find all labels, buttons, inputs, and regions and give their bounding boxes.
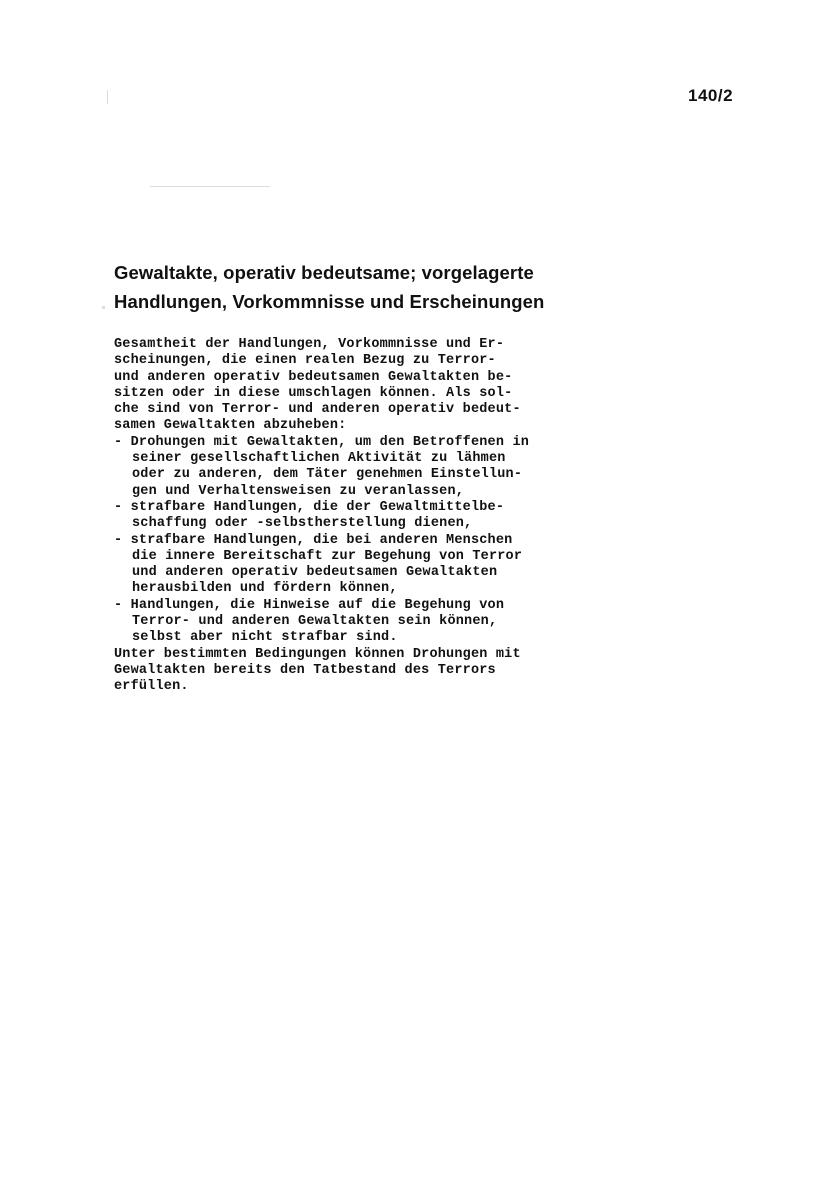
list-item-line: selbst aber nicht strafbar sind. bbox=[132, 630, 398, 646]
intro-line: Gesamtheit der Handlungen, Vorkommnisse und Er- bbox=[114, 337, 505, 352]
list-item bbox=[114, 500, 754, 533]
scan-speck bbox=[150, 186, 270, 187]
list-item-line: gen und Verhaltensweisen zu veranlassen, bbox=[132, 483, 465, 499]
list-item-line: - Handlungen, die Hinweise auf die Begehung von bbox=[114, 597, 505, 613]
list-item-line: seiner gesellschaftlichen Aktivität zu lähmen bbox=[132, 451, 506, 467]
document-heading bbox=[114, 258, 734, 316]
closing-line: Gewaltakten bereits den Tatbestand des Terrors bbox=[114, 662, 496, 678]
closing-line: erfüllen. bbox=[114, 679, 189, 695]
list-item-line: Terror- und anderen Gewaltakten sein können, bbox=[132, 614, 498, 630]
list-item bbox=[114, 435, 754, 500]
list-item-line: und anderen operativ bedeutsamen Gewaltakten bbox=[132, 565, 498, 581]
closing-line: Unter bestimmten Bedingungen können Drohungen mit bbox=[114, 646, 521, 662]
intro-line: und anderen operativ bedeutsamen Gewaltakten be- bbox=[114, 369, 513, 385]
intro-line: scheinungen, die einen realen Bezug zu Terror- bbox=[114, 353, 496, 369]
list-item-line: schaffung oder -selbstherstellung dienen, bbox=[132, 516, 473, 532]
intro-line: che sind von Terror- und anderen operativ bedeut- bbox=[114, 402, 521, 418]
scan-speck bbox=[102, 306, 105, 309]
list-item-line: oder zu anderen, dem Täter genehmen Einstellun- bbox=[132, 467, 523, 483]
list-item-line: herausbilden und fördern können, bbox=[132, 581, 398, 597]
scan-speck bbox=[107, 90, 108, 104]
heading-line-2: Handlungen, Vorkommnisse und Erscheinungen bbox=[114, 291, 545, 312]
intro-line: sitzen oder in diese umschlagen können. Als sol- bbox=[114, 385, 513, 401]
list-item bbox=[114, 598, 754, 647]
heading-line-1: Gewaltakte, operativ bedeutsame; vorgelagerte bbox=[114, 262, 534, 283]
list-item-line: - strafbare Handlungen, die bei anderen Menschen bbox=[114, 532, 513, 548]
page-number: 140/2 bbox=[688, 86, 734, 105]
intro-line: samen Gewaltakten abzuheben: bbox=[114, 418, 347, 434]
list-item bbox=[114, 533, 754, 598]
list-item-line: - strafbare Handlungen, die der Gewaltmittelbe- bbox=[114, 499, 505, 515]
list-item-line: - Drohungen mit Gewaltakten, um den Betroffenen in bbox=[114, 434, 530, 450]
list-item-line: die innere Bereitschaft zur Begehung von Terror bbox=[132, 548, 523, 564]
body-text bbox=[114, 337, 754, 696]
